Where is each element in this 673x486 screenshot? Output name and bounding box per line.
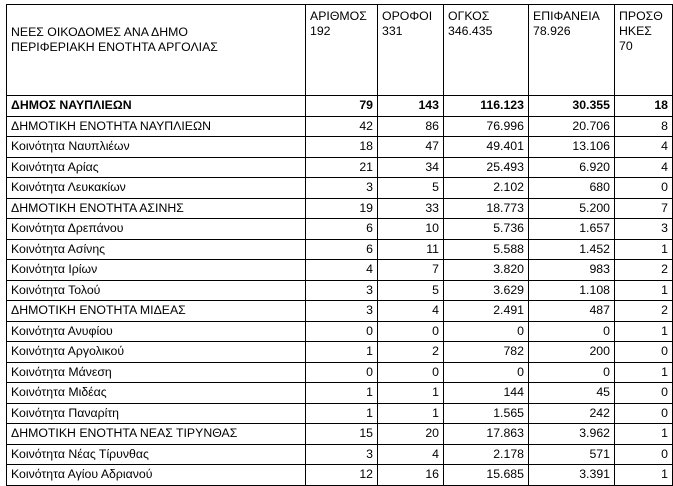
additions-cell: 0 — [615, 178, 673, 199]
volume-cell: 49.401 — [444, 137, 529, 158]
surface-cell: 13.106 — [529, 137, 615, 158]
additions-cell: 0 — [615, 383, 673, 404]
floors-cell: 33 — [378, 198, 444, 219]
surface-cell: 6.920 — [529, 157, 615, 178]
table-row — [7, 178, 673, 199]
table-body — [7, 5, 673, 486]
volume-cell: 1.565 — [444, 403, 529, 424]
volume-cell: 2.102 — [444, 178, 529, 199]
floors-cell: 47 — [378, 137, 444, 158]
table-row — [7, 157, 673, 178]
table-row — [7, 383, 673, 404]
name-cell: Κοινότητα Τολού — [7, 280, 306, 301]
table-row — [7, 301, 673, 322]
count-cell: 1 — [306, 383, 378, 404]
count-cell: 3 — [306, 280, 378, 301]
volume-cell: 144 — [444, 383, 529, 404]
additions-cell: 4 — [615, 137, 673, 158]
header-count-label: ΑΡΙΘΜΟΣ — [310, 9, 367, 23]
table-row — [7, 260, 673, 281]
name-cell: Κοινότητα Ναυπλιέων — [7, 137, 306, 158]
surface-cell: 20.706 — [529, 116, 615, 137]
count-cell: 3 — [306, 301, 378, 322]
volume-cell: 2.178 — [444, 444, 529, 465]
additions-cell: 0 — [615, 444, 673, 465]
additions-cell: 2 — [615, 301, 673, 322]
header-additions-cell — [615, 5, 673, 96]
floors-cell: 86 — [378, 116, 444, 137]
additions-cell: 8 — [615, 116, 673, 137]
count-cell: 21 — [306, 157, 378, 178]
table-wrapper — [6, 4, 673, 486]
table-row — [7, 424, 673, 445]
header-surface-value: 78.926 — [533, 24, 571, 38]
volume-cell: 17.863 — [444, 424, 529, 445]
volume-cell: 25.493 — [444, 157, 529, 178]
surface-cell: 1.657 — [529, 219, 615, 240]
header-title-line2: ΠΕΡΙΦΕΡΙΑΚΗ ΕΝΟΤΗΤΑ ΑΡΓΟΛΙΑΣ — [11, 40, 218, 54]
table-row — [7, 342, 673, 363]
surface-cell: 45 — [529, 383, 615, 404]
name-cell: Κοινότητα Μιδέας — [7, 383, 306, 404]
floors-cell: 20 — [378, 424, 444, 445]
count-cell: 1 — [306, 342, 378, 363]
name-cell: Κοινότητα Αγίου Αδριανού — [7, 465, 306, 486]
floors-cell: 10 — [378, 219, 444, 240]
buildings-table — [6, 4, 673, 486]
header-title-cell — [7, 5, 306, 96]
floors-cell: 0 — [378, 321, 444, 342]
floors-cell: 11 — [378, 239, 444, 260]
table-row — [7, 219, 673, 240]
table-row — [7, 403, 673, 424]
surface-cell: 571 — [529, 444, 615, 465]
header-row — [7, 5, 673, 96]
name-cell: Κοινότητα Παναρίτη — [7, 403, 306, 424]
count-cell: 3 — [306, 444, 378, 465]
count-cell: 6 — [306, 239, 378, 260]
floors-cell: 5 — [378, 178, 444, 199]
additions-cell: 1 — [615, 280, 673, 301]
floors-cell: 34 — [378, 157, 444, 178]
name-cell: Κοινότητα Ανυφίου — [7, 321, 306, 342]
additions-cell: 1 — [615, 321, 673, 342]
floors-cell: 2 — [378, 342, 444, 363]
count-cell: 1 — [306, 403, 378, 424]
floors-cell: 4 — [378, 444, 444, 465]
additions-cell: 3 — [615, 219, 673, 240]
additions-cell: 0 — [615, 342, 673, 363]
count-cell: 19 — [306, 198, 378, 219]
floors-cell: 4 — [378, 301, 444, 322]
header-count-cell — [306, 5, 378, 96]
additions-cell: 1 — [615, 465, 673, 486]
table-row — [7, 444, 673, 465]
name-cell: ΔΗΜΟΤΙΚΗ ΕΝΟΤΗΤΑ ΝΑΥΠΛΙΕΩΝ — [7, 116, 306, 137]
count-cell: 79 — [306, 96, 378, 117]
surface-cell: 242 — [529, 403, 615, 424]
additions-cell: 18 — [615, 96, 673, 117]
surface-cell: 983 — [529, 260, 615, 281]
header-volume-label: ΟΓΚΟΣ — [448, 9, 490, 23]
header-floors-value: 331 — [382, 24, 403, 38]
surface-cell: 30.355 — [529, 96, 615, 117]
surface-cell: 3.962 — [529, 424, 615, 445]
header-floors-cell — [378, 5, 444, 96]
name-cell: ΔΗΜΟΤΙΚΗ ΕΝΟΤΗΤΑ ΑΣΙΝΗΣ — [7, 198, 306, 219]
name-cell: ΔΗΜΟΤΙΚΗ ΕΝΟΤΗΤΑ ΝΕΑΣ ΤΙΡΥΝΘΑΣ — [7, 424, 306, 445]
name-cell: Κοινότητα Δρεπάνου — [7, 219, 306, 240]
name-cell: Κοινότητα Ιρίων — [7, 260, 306, 281]
header-surface-cell — [529, 5, 615, 96]
additions-cell: 1 — [615, 239, 673, 260]
name-cell: Κοινότητα Ασίνης — [7, 239, 306, 260]
volume-cell: 18.773 — [444, 198, 529, 219]
name-cell: Κοινότητα Αργολικού — [7, 342, 306, 363]
surface-cell: 5.200 — [529, 198, 615, 219]
count-cell: 3 — [306, 178, 378, 199]
volume-cell: 2.491 — [444, 301, 529, 322]
count-cell: 12 — [306, 465, 378, 486]
table-row — [7, 321, 673, 342]
table-row — [7, 116, 673, 137]
volume-cell: 116.123 — [444, 96, 529, 117]
header-additions-label-1: ΠΡΟΣΘ — [619, 9, 663, 23]
name-cell: ΔΗΜΟΣ ΝΑΥΠΛΙΕΩΝ — [7, 96, 306, 117]
additions-cell: 7 — [615, 198, 673, 219]
additions-cell: 1 — [615, 424, 673, 445]
volume-cell: 0 — [444, 362, 529, 383]
table-row — [7, 96, 673, 117]
floors-cell: 1 — [378, 403, 444, 424]
header-floors-label: ΟΡΟΦΟΙ — [382, 9, 433, 23]
table-row — [7, 239, 673, 260]
surface-cell: 487 — [529, 301, 615, 322]
volume-cell: 782 — [444, 342, 529, 363]
name-cell: ΔΗΜΟΤΙΚΗ ΕΝΟΤΗΤΑ ΜΙΔΕΑΣ — [7, 301, 306, 322]
floors-cell: 143 — [378, 96, 444, 117]
volume-cell: 76.996 — [444, 116, 529, 137]
table-row — [7, 280, 673, 301]
header-volume-cell — [444, 5, 529, 96]
table-row — [7, 137, 673, 158]
header-additions-value: 70 — [619, 39, 633, 53]
surface-cell: 3.391 — [529, 465, 615, 486]
additions-cell: 4 — [615, 157, 673, 178]
count-cell: 4 — [306, 260, 378, 281]
surface-cell: 0 — [529, 362, 615, 383]
header-volume-value: 346.435 — [448, 24, 493, 38]
volume-cell: 5.588 — [444, 239, 529, 260]
surface-cell: 680 — [529, 178, 615, 199]
header-additions-label-2: ΗΚΕΣ — [619, 24, 652, 38]
volume-cell: 3.629 — [444, 280, 529, 301]
name-cell: Κοινότητα Λευκακίων — [7, 178, 306, 199]
count-cell: 6 — [306, 219, 378, 240]
header-count-value: 192 — [310, 24, 331, 38]
name-cell: Κοινότητα Μάνεση — [7, 362, 306, 383]
volume-cell: 15.685 — [444, 465, 529, 486]
floors-cell: 0 — [378, 362, 444, 383]
volume-cell: 5.736 — [444, 219, 529, 240]
surface-cell: 1.452 — [529, 239, 615, 260]
count-cell: 0 — [306, 321, 378, 342]
volume-cell: 0 — [444, 321, 529, 342]
count-cell: 0 — [306, 362, 378, 383]
header-title-line1: ΝΕΕΣ ΟΙΚΟΔΟΜΕΣ ΑΝΑ ΔΗΜΟ — [11, 25, 188, 39]
count-cell: 15 — [306, 424, 378, 445]
surface-cell: 0 — [529, 321, 615, 342]
floors-cell: 5 — [378, 280, 444, 301]
count-cell: 18 — [306, 137, 378, 158]
additions-cell: 2 — [615, 260, 673, 281]
name-cell: Κοινότητα Αρίας — [7, 157, 306, 178]
surface-cell: 200 — [529, 342, 615, 363]
floors-cell: 7 — [378, 260, 444, 281]
table-row — [7, 198, 673, 219]
floors-cell: 16 — [378, 465, 444, 486]
table-row — [7, 362, 673, 383]
additions-cell: 0 — [615, 403, 673, 424]
header-surface-label: ΕΠΙΦΑΝΕΙΑ — [533, 9, 600, 23]
additions-cell: 1 — [615, 362, 673, 383]
floors-cell: 1 — [378, 383, 444, 404]
surface-cell: 1.108 — [529, 280, 615, 301]
name-cell: Κοινότητα Νέας Τίρυνθας — [7, 444, 306, 465]
table-row — [7, 465, 673, 486]
count-cell: 42 — [306, 116, 378, 137]
volume-cell: 3.820 — [444, 260, 529, 281]
